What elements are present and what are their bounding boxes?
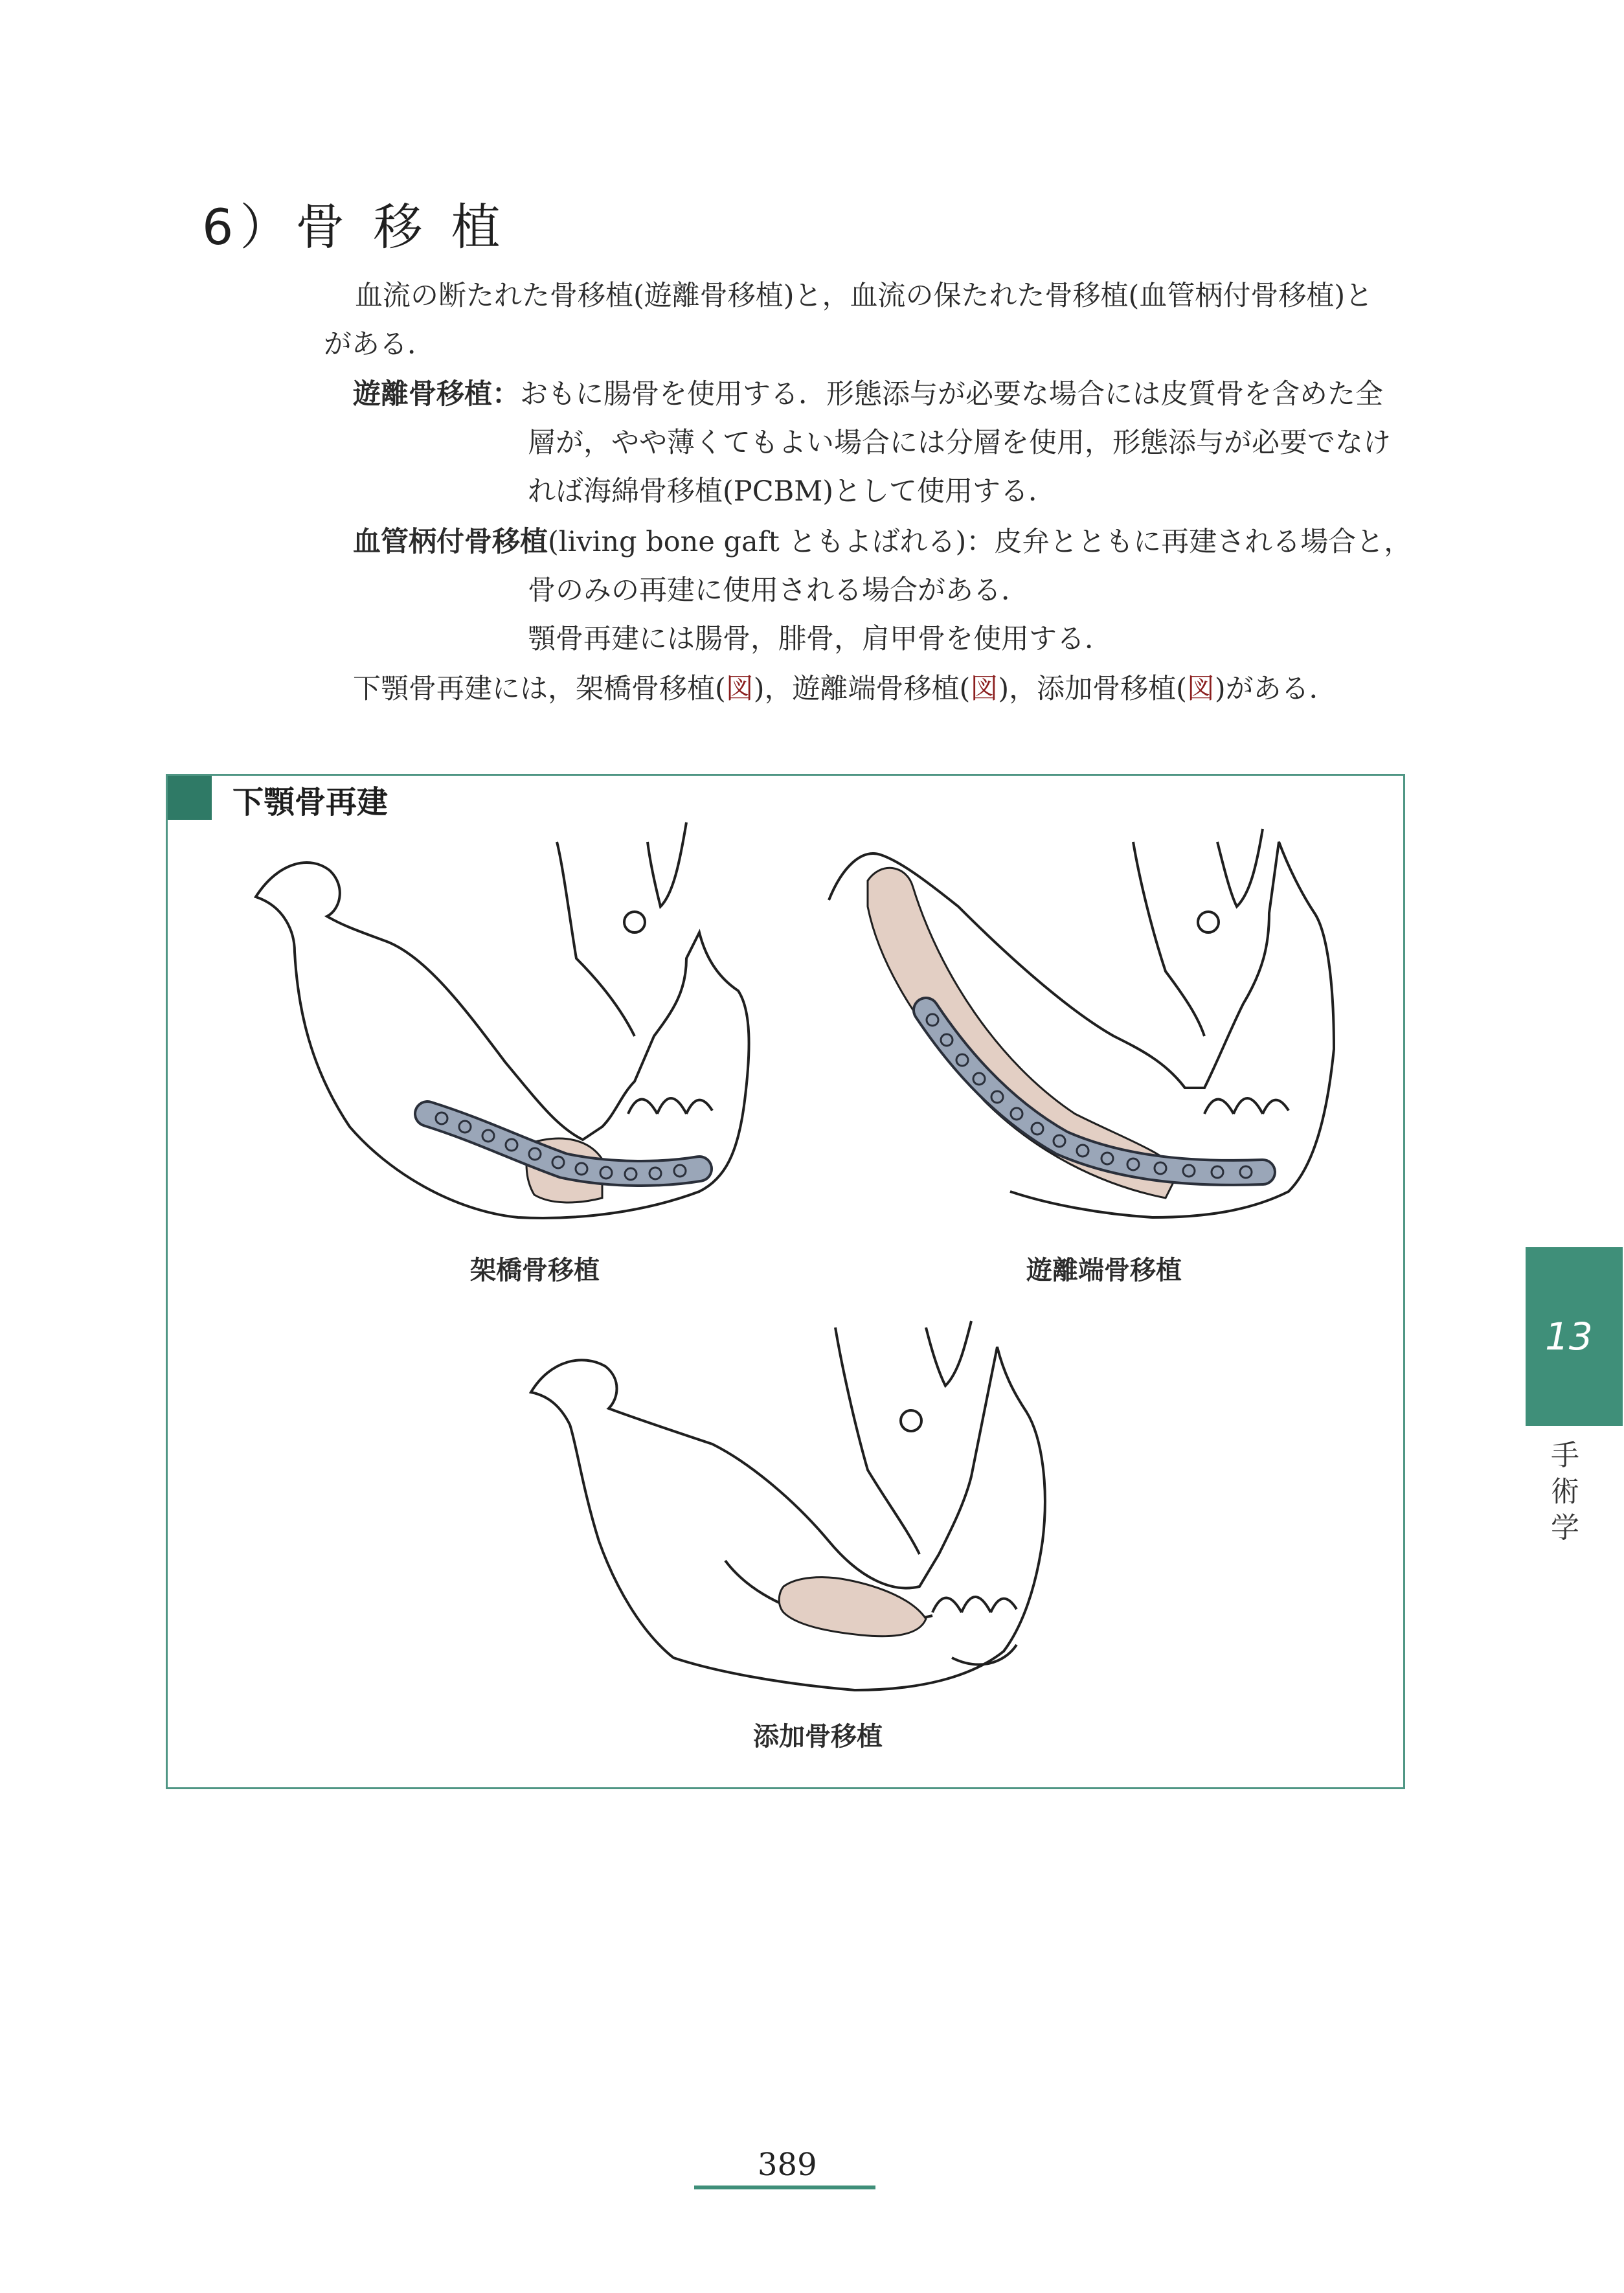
chapter-number: 13	[1545, 1315, 1593, 1359]
onlay-bone-graft	[779, 1577, 926, 1636]
mandible-text-b: )，遊離端骨移植(	[753, 673, 971, 705]
page-number: 389	[758, 2147, 817, 2183]
free-graft-term: 遊離骨移植：	[353, 378, 520, 411]
caption-free-end-graft: 遊離端骨移植	[1026, 1256, 1182, 1285]
vascular-graft-line-2: 骨のみの再建に使用される場合がある．	[528, 574, 1029, 607]
mandible-text-c: )，添加骨移植(	[998, 673, 1187, 705]
chapter-label: 手術学	[1551, 1439, 1579, 1544]
vascular-graft-term: 血管柄付骨移植	[353, 526, 548, 558]
vascular-graft-line-1: (living bone gaft ともよばれる)：皮弁とともに再建される場合と，	[548, 526, 1412, 558]
free-graft-line-1: おもに腸骨を使用する．形態添与が必要な場合には皮質骨を含めた全	[520, 378, 1383, 411]
intro-line-2: がある．	[324, 328, 435, 361]
section-heading: 6）骨 移 植	[202, 198, 507, 256]
caption-onlay-graft: 添加骨移植	[753, 1722, 883, 1752]
onlay-graft-illustration	[531, 1321, 1045, 1690]
vascular-graft-line-3: 顎骨再建には腸骨，腓骨，肩甲骨を使用する．	[528, 623, 1112, 655]
caption-bridge-graft: 架橋骨移植	[470, 1256, 600, 1285]
intro-line-1: 血流の断たれた骨移植(遊離骨移植)と，血流の保たれた骨移植(血管柄付骨移植)と	[355, 280, 1373, 312]
figure-ref-link-1[interactable]: 図	[725, 673, 754, 705]
figure-ref-link-3[interactable]: 図	[1186, 673, 1215, 705]
free-graft-line-3: れば海綿骨移植(PCBM)として使用する．	[528, 475, 1057, 508]
page-number-underline	[694, 2186, 875, 2189]
mandible-text-a: 下顎骨再建には，架橋骨移植(	[353, 673, 726, 705]
free-end-bone-graft	[868, 868, 1179, 1198]
figure-ref-link-2[interactable]: 図	[970, 673, 998, 705]
free-graft-line-2: 層が，やや薄くてもよい場合には分層を使用，形態添与が必要でなけ	[528, 427, 1391, 459]
figure-title: 下顎骨再建	[232, 784, 389, 820]
mandible-text-d: )がある．	[1214, 673, 1337, 705]
